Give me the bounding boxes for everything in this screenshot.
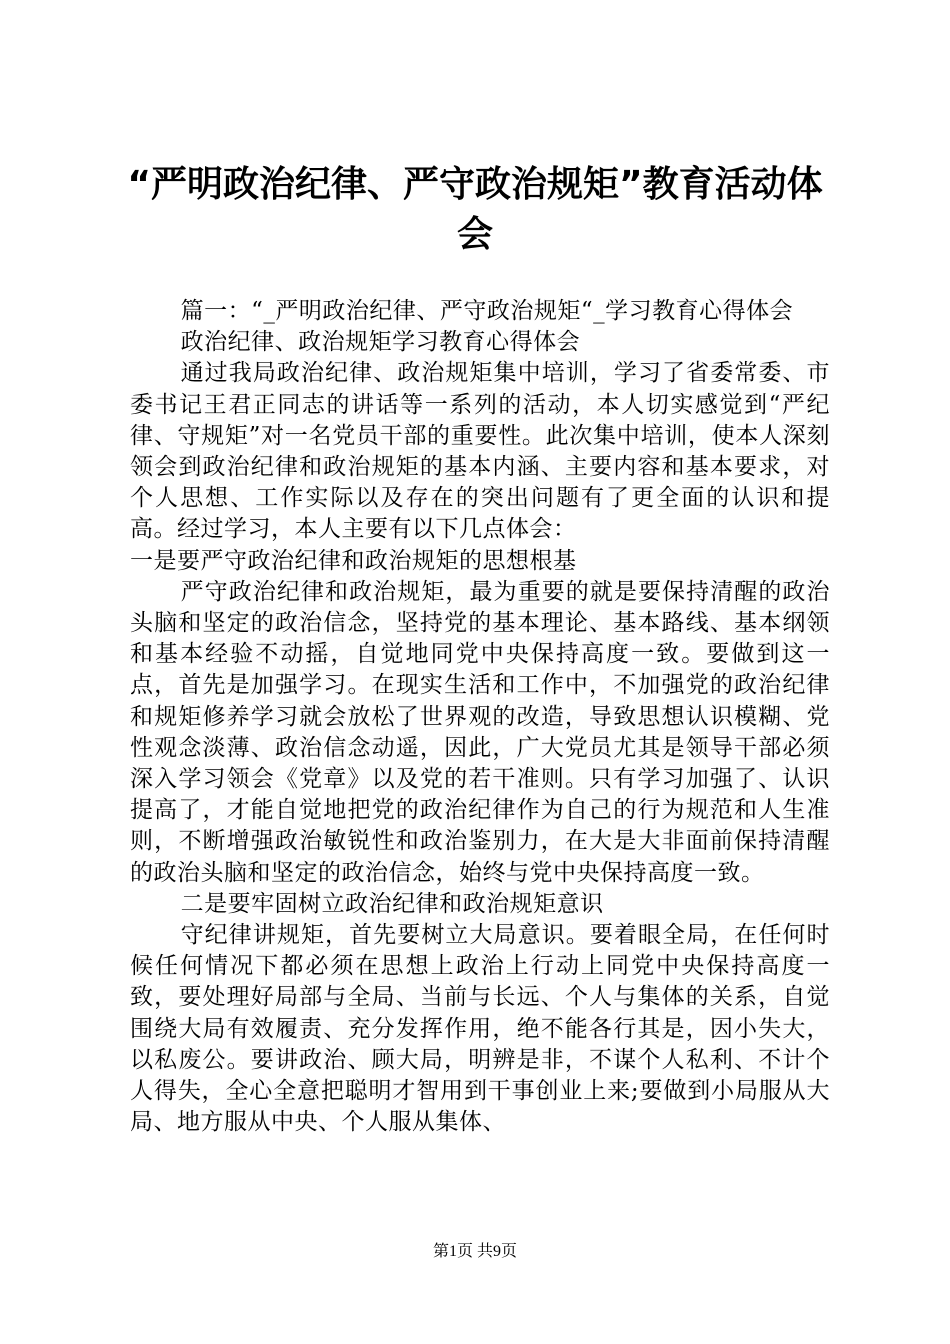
paragraph-4: 严守政治纪律和政治规矩，最为重要的就是要保持清醒的政治头脑和坚定的政治信念，坚持党的基本理论、基本路线、基本纲领和基本经验不动摇，自觉地同党中央保持高度一致。要做到这一点，首先是加强学习。在现实生活和工作中，不加强党的政治纪律和规矩修养学习就会放松了世界观的改造，导致思想认识模糊、党性观念淡薄、政治信念动遥，因此，广大党员尤其是领导干部必须深入学习领会《党章》以及党的若干准则。只有学习加强了、认识提高了，才能自觉地把党的政治纪律作为自己的行为规范和人生准则，不断增强政治敏锐性和政治鉴别力，在大是大非面前保持清醒的政治头脑和坚定的政治信念，始终与党中央保持高度一致。 — [130, 578, 830, 886]
section-heading-2: 二是要牢固树立政治纪律和政治规矩意识 — [180, 890, 604, 917]
paragraph-3: 通过我局政治纪律、政治规矩集中培训，学习了省委常委、市委书记王君正同志的讲话等一系列的活动，本人切实感觉到“严纪律、守规矩”对一名党员干部的重要性。此次集中培训，使本人深刻领会到政治纪律和政治规矩的基本内涵、主要内容和基本要求，对个人思想、工作实际以及存在的突出问题有了更全面的认识和提高。经过学习，本人主要有以下几点体会： — [130, 360, 830, 543]
page-number-footer: 第1页 共9页 — [432, 1243, 517, 1260]
document-body — [130, 296, 830, 1138]
document-title: “严明政治纪律、严守政治规矩”教育活动体会 — [127, 164, 823, 255]
paragraph-5: 守纪律讲规矩，首先要树立大局意识。要着眼全局，在任何时候任何情况下都必须在思想上政治上行动上同党中央保持高度一致，要处理好局部与全局、当前与长远、个人与集体的关系，自觉围绕大局有效履责、充分发挥作用，绝不能各行其是，因小失大，以私废公。要讲政治、顾大局，明辨是非，不谋个人私利、不计个人得失，全心全意把聪明才智用到干事创业上来;要做到小局服从大局、地方服从中央、个人服从集体、 — [130, 922, 830, 1136]
section-heading-1: 一是要严守政治纪律和政治规矩的思想根基 — [130, 547, 577, 574]
paragraph-2: 政治纪律、政治规矩学习教育心得体会 — [180, 329, 581, 356]
paragraph-1: 篇一：“_严明政治纪律、严守政治规矩“_学习教育心得体会 — [180, 298, 794, 324]
